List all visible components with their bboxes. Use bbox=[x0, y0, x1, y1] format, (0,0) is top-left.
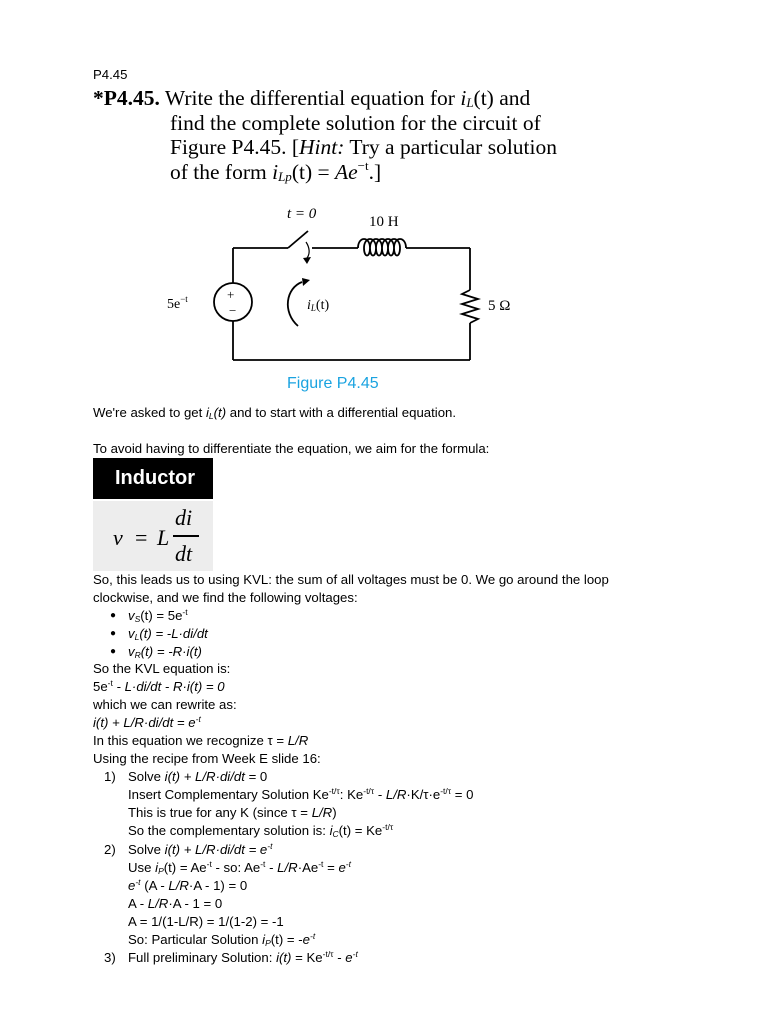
intro-asked bbox=[93, 405, 456, 421]
step2-exp: -t bbox=[267, 841, 273, 851]
step2-number: 2) bbox=[104, 842, 116, 857]
step2-l2-b: (t) = Ae bbox=[163, 860, 207, 875]
inductor-box-formula bbox=[93, 501, 213, 571]
resistor-label: 5 Ω bbox=[488, 298, 511, 314]
bullet-vs-exp: -t bbox=[182, 607, 188, 617]
step3-exp2: -t bbox=[352, 949, 358, 959]
kvl-rw-exp: -t bbox=[195, 714, 201, 724]
step2-l6-a: So: Particular Solution bbox=[128, 932, 263, 947]
kvl-recognize-b: L/R bbox=[287, 733, 309, 748]
bullet-vl bbox=[128, 626, 208, 642]
step1-line4 bbox=[128, 823, 393, 839]
step1-a: Solve bbox=[128, 769, 165, 784]
step1-l4-a: So the complementary solution is: bbox=[128, 823, 330, 838]
kvl-eq-b: - L·di/dt - R·i(t) = 0 bbox=[112, 679, 225, 694]
step2-l4-c: ·A - 1 = 0 bbox=[168, 896, 223, 911]
step1-line1 bbox=[128, 769, 267, 785]
step2-l4-b: L/R bbox=[147, 896, 169, 911]
switch-blade bbox=[288, 231, 308, 248]
problem-line1-var: i bbox=[460, 86, 467, 110]
step2-b: i(t) + L/R·di/dt = e bbox=[164, 842, 268, 857]
kvl-rw-a: i(t) + L/R·di/dt = e bbox=[93, 715, 196, 730]
step2-l2-e: L/R bbox=[277, 860, 298, 875]
bullet-vs-sub: S bbox=[134, 614, 141, 624]
kvl-line2: clockwise, and we find the following voltages: bbox=[93, 590, 358, 605]
current-label-arg: (t) bbox=[315, 298, 330, 313]
step1-line2 bbox=[128, 787, 474, 803]
step2-line5: A = 1/(1-L/R) = 1/(1-2) = -1 bbox=[128, 914, 284, 929]
step2-l3-exp: -t bbox=[135, 877, 141, 887]
bullet-dot-1: ● bbox=[110, 610, 117, 621]
step2-l2-exp3: -t bbox=[318, 859, 324, 869]
step1-l2-e: ·K/τ·e bbox=[406, 787, 441, 802]
current-label-sub: L bbox=[310, 303, 316, 313]
bullet-vl-text: (t) = -L·di/dt bbox=[139, 626, 208, 641]
step3-b: i(t) bbox=[276, 950, 292, 965]
kvl-recipe: Using the recipe from Week E slide 16: bbox=[93, 751, 321, 766]
formula-L: L bbox=[157, 525, 170, 550]
step1-l4-var: i bbox=[329, 823, 333, 838]
step2-line2 bbox=[128, 860, 351, 876]
intro-asked-a: We're asked to get bbox=[93, 405, 206, 420]
formula-denominator: dt bbox=[175, 541, 193, 566]
step2-l6-exp: -t bbox=[309, 931, 316, 941]
step1-l2-f: = 0 bbox=[451, 787, 474, 802]
bullet-vr-var: v bbox=[128, 644, 135, 659]
switch-label: t = 0 bbox=[287, 206, 317, 222]
bullet-vr bbox=[128, 644, 202, 660]
intro-asked-sub: L bbox=[208, 411, 214, 421]
bullet-dot-3: ● bbox=[110, 646, 117, 657]
intro-avoid: To avoid having to differentiate the equation, we aim for the formula: bbox=[93, 441, 490, 456]
step3-exp1: -t/τ bbox=[322, 949, 334, 959]
resistor-zigzag bbox=[462, 290, 478, 323]
step1-l4-exp: -t/τ bbox=[382, 822, 394, 832]
problem-line4-sub: Lp bbox=[278, 168, 292, 184]
kvl-equation bbox=[93, 679, 225, 695]
step2-l3-d: ·A - 1) = 0 bbox=[188, 878, 248, 893]
kvl-rewritten-eq bbox=[93, 715, 201, 731]
bullet-vl-var: v bbox=[128, 626, 135, 641]
formula-fraction-bar bbox=[173, 535, 199, 537]
step3-a: Full preliminary Solution: bbox=[128, 950, 277, 965]
step3-c: = Ke bbox=[291, 950, 323, 965]
kvl-recognize-a: In this equation we recognize τ = bbox=[93, 733, 288, 748]
formula-numerator: di bbox=[175, 505, 193, 530]
kvl-rewrite: which we can rewrite as: bbox=[93, 697, 237, 712]
step2-l2-a: Use bbox=[128, 860, 156, 875]
step1-l4-sub: C bbox=[332, 829, 339, 839]
problem-statement bbox=[93, 86, 613, 184]
problem-line1-arg: (t) and bbox=[473, 86, 531, 110]
step1-l2-exp1: -t/τ bbox=[328, 786, 340, 796]
problem-number: *P4.45. bbox=[93, 86, 160, 110]
bullet-vl-sub: L bbox=[134, 632, 140, 642]
source-minus: − bbox=[229, 303, 237, 318]
switch-arrowhead bbox=[303, 257, 311, 264]
problem-line4c: .] bbox=[368, 159, 382, 184]
step2-l2-sub: P bbox=[158, 866, 164, 876]
step2-l3-b: (A - bbox=[140, 878, 169, 893]
step2-l6-c: e bbox=[302, 932, 310, 947]
inductor-box-title: Inductor bbox=[93, 458, 213, 499]
step2-l3-c: L/R bbox=[168, 878, 189, 893]
step1-l4-b: (t) = Ke bbox=[338, 823, 383, 838]
step2-l3-a: e bbox=[128, 878, 136, 893]
step1-l2-a: Insert Complementary Solution Ke bbox=[128, 787, 329, 802]
formula-v: v bbox=[113, 525, 123, 550]
step2-l2-h: e bbox=[338, 860, 346, 875]
problem-line4b: (t) = bbox=[291, 159, 335, 184]
step1-l3-c: ) bbox=[332, 805, 337, 820]
step2-line4 bbox=[128, 896, 222, 912]
figure-caption: Figure P4.45 bbox=[287, 375, 379, 392]
step2-line6 bbox=[128, 932, 315, 948]
source-plus: + bbox=[227, 287, 235, 302]
step1-number: 1) bbox=[104, 769, 116, 784]
kvl-recognize bbox=[93, 733, 308, 749]
problem-line3b: Try a particular solution bbox=[344, 135, 557, 160]
problem-line1: Write the differential equation for bbox=[164, 86, 455, 110]
step2-l2-var: i bbox=[155, 860, 159, 875]
inductor-label: 10 H bbox=[369, 214, 399, 230]
bullet-vr-sub: R bbox=[134, 650, 141, 660]
bullet-vr-text: (t) = -R·i(t) bbox=[140, 644, 202, 659]
kvl-eq-intro: So the KVL equation is: bbox=[93, 661, 231, 676]
intro-asked-arg: (t) bbox=[213, 405, 227, 420]
step2-a: Solve bbox=[128, 842, 165, 857]
step1-c: = 0 bbox=[244, 769, 268, 784]
step2-l2-c: - so: Ae bbox=[211, 860, 261, 875]
header-label: P4.45 bbox=[93, 67, 128, 82]
bullet-dot-2: ● bbox=[110, 628, 117, 639]
step2-l2-exp1: -t bbox=[206, 859, 212, 869]
current-label-var: i bbox=[307, 298, 311, 313]
source-label bbox=[167, 294, 188, 313]
step2-l6-b: (t) = - bbox=[270, 932, 303, 947]
step1-l2-d: L/R bbox=[385, 787, 407, 802]
bullet-vs bbox=[128, 608, 188, 624]
circuit-diagram bbox=[150, 200, 510, 375]
step3-line1 bbox=[128, 950, 358, 966]
kvl-eq-a: 5e bbox=[93, 679, 108, 694]
inductor-coil bbox=[358, 239, 406, 256]
step1-l2-b: : Ke bbox=[339, 787, 364, 802]
problem-line4-A: Ae bbox=[334, 159, 358, 184]
step1-l3-a: This is true for any K (since τ = bbox=[128, 805, 312, 820]
bullet-vs-text: (t) = 5e bbox=[140, 608, 183, 623]
kvl-line1: So, this leads us to using KVL: the sum of all voltages must be 0. We go around the loop bbox=[93, 572, 609, 587]
step1-l3-b: L/R bbox=[311, 805, 333, 820]
step2-l6-sub: P bbox=[265, 938, 271, 948]
problem-line4a: of the form bbox=[170, 159, 273, 184]
step1-l2-c: - bbox=[374, 787, 386, 802]
kvl-eq-exp: -t bbox=[107, 678, 113, 688]
step2-l4-a: A - bbox=[128, 896, 148, 911]
problem-line4-var: i bbox=[272, 159, 279, 184]
step2-line1 bbox=[128, 842, 272, 858]
current-arc bbox=[288, 282, 302, 326]
problem-hint: Hint: bbox=[299, 135, 345, 160]
step3-d: - bbox=[333, 950, 346, 965]
problem-line4-exp: −t bbox=[357, 157, 369, 173]
current-label bbox=[307, 298, 329, 314]
step2-l2-exp4: -t bbox=[345, 859, 351, 869]
bullet-vs-var: v bbox=[128, 608, 135, 623]
switch-arrow bbox=[306, 242, 309, 258]
step2-l6-var: i bbox=[262, 932, 266, 947]
problem-line2: find the complete solution for the circuit of bbox=[170, 110, 541, 135]
source-label-base: 5e bbox=[167, 297, 181, 312]
step2-l2-exp2: -t bbox=[260, 859, 266, 869]
formula-eq: = bbox=[135, 525, 148, 550]
step1-line3 bbox=[128, 805, 337, 821]
step2-l2-g: = bbox=[323, 860, 339, 875]
step1-l2-exp2: -t/τ bbox=[363, 786, 375, 796]
source-label-exp: −t bbox=[180, 294, 188, 304]
step2-l2-f: ·Ae bbox=[297, 860, 319, 875]
problem-line1-sub: L bbox=[466, 95, 474, 110]
step3-e: e bbox=[345, 950, 353, 965]
current-arrowhead bbox=[302, 278, 310, 286]
problem-line3a: Figure P4.45. [ bbox=[170, 135, 299, 160]
step2-l2-d: - bbox=[265, 860, 278, 875]
step1-l2-exp3: -t/τ bbox=[440, 786, 452, 796]
step3-number: 3) bbox=[104, 950, 116, 965]
step2-line3 bbox=[128, 878, 247, 894]
intro-asked-var: i bbox=[205, 405, 209, 420]
step1-b: i(t) + L/R·di/dt bbox=[164, 769, 245, 784]
intro-asked-b: and to start with a differential equation. bbox=[226, 405, 457, 420]
